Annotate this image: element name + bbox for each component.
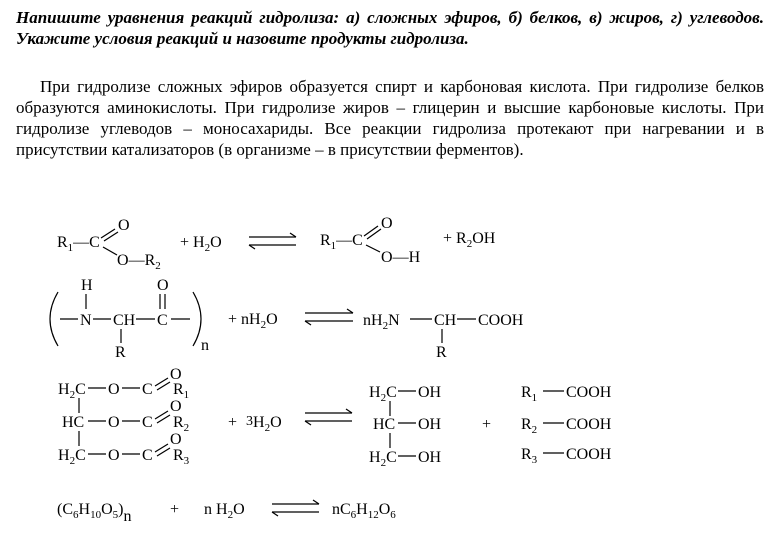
ester-alcohol-product: + $R_2OH$ [443, 230, 496, 250]
ester-ether-group: $O—R_2$ [117, 252, 161, 272]
polymer-open-bracket [50, 292, 58, 346]
ester-hydrolysis [57, 215, 496, 272]
peptide-side-chain: R [115, 344, 126, 361]
fatty-acid-r2: $R_2$ [173, 414, 190, 434]
triglyceride-top-ch2: $H_2C$ [58, 381, 86, 401]
fat-water: + $3H_2O$ [228, 414, 282, 434]
fatty-acid-r3: $R_3$ [173, 447, 190, 467]
fatty-acid-3: $R_3$ [521, 446, 538, 466]
protein-equilibrium-arrow [305, 309, 353, 325]
ester-carbonyl-oxygen: O [170, 398, 182, 415]
acid-bond [366, 245, 380, 252]
fat-products-plus: + [482, 416, 492, 433]
ester-carbonyl-oxygen: O [170, 431, 182, 448]
task-question: Напишите уравнения реакций гидролиза: а) сложных эфиров, б) белков, в) жиров, г) углеводов. Укажите условия реакций и назовите продукты гидролиза. [16, 8, 764, 48]
ester-carbonyl-carbon: C [142, 414, 153, 431]
fatty-acid-1: $R_1$ [521, 384, 538, 404]
answer-paragraph: При гидролизе сложных эфиров образуется спирт и карбоновая кислота. При гидролизе белков образуются аминокислоты. При гидролизе жиров – глицерин и высшие карбоновые кислоты. При гидролизе углеводов – моносахариды. Все реакции гидролиза протекают при нагревании и в присутствии катализаторов (в организме – в присутствии ферментов). [16, 77, 764, 159]
ester-water: + $H_2O$ [180, 234, 222, 254]
glycerol-bottom-ch2: $H_2C$ [369, 449, 397, 469]
peptide-ch: CH [113, 312, 136, 329]
glycerol-hydroxyl: OH [418, 416, 442, 433]
acid-hydroxyl: O—H [381, 249, 421, 266]
peptide-nitrogen: N [80, 312, 92, 329]
ester-carbonyl-carbon: C [142, 447, 153, 464]
protein-water: + $nH_2O$ [228, 311, 278, 331]
amino-acid-carboxyl: COOH [478, 312, 524, 329]
ester-link-oxygen: O [108, 447, 120, 464]
amino-acid-ch: CH [434, 312, 457, 329]
ester-link-oxygen: O [108, 381, 120, 398]
carbohydrate-hydrolysis [57, 500, 396, 525]
glycerol-hydroxyl: OH [418, 384, 442, 401]
glycerol-top-ch2: $H_2C$ [369, 384, 397, 404]
fatty-acid-carboxyl: COOH [566, 446, 612, 463]
amino-acid-side-chain: R [436, 344, 447, 361]
monosaccharide-product: $nC_6H_{12}O_6$ [332, 501, 396, 521]
acid-bond [367, 229, 381, 239]
triglyceride-middle-ch: HC [62, 414, 85, 431]
ester-carbonyl-oxygen: O [118, 217, 130, 234]
glycerol-middle-ch: HC [373, 416, 396, 433]
ester-equilibrium-arrow [249, 233, 296, 249]
fatty-acid-carboxyl: COOH [566, 384, 612, 401]
fatty-acid-carboxyl: COOH [566, 416, 612, 433]
ester-bond [101, 229, 115, 238]
ester-bond [103, 247, 117, 255]
ester-bond [104, 232, 118, 241]
carb-water: n $H_2O$ [204, 501, 245, 521]
triglyceride-bottom-ch2: $H_2C$ [58, 447, 86, 467]
fatty-acid-r1: $R_1$ [173, 381, 190, 401]
peptide-carbonyl-carbon: C [157, 312, 168, 329]
ester-link-oxygen: O [108, 414, 120, 431]
ester-acid-product: $R_1—C$ [320, 232, 363, 252]
ester-carbonyl-oxygen: O [170, 366, 182, 383]
protein-hydrolysis [50, 277, 524, 361]
fat-hydrolysis [58, 366, 612, 469]
peptide-carbonyl-oxygen: O [157, 277, 169, 294]
acid-carbonyl-oxygen: O [381, 215, 393, 232]
carb-equilibrium-arrow [272, 500, 319, 516]
ester-carbonyl-carbon: C [142, 381, 153, 398]
ester-reactant: $R_1—C$ [57, 234, 100, 254]
glycerol-hydroxyl: OH [418, 449, 442, 466]
polymer-close-bracket [193, 292, 201, 346]
peptide-nh-hydrogen: H [81, 277, 93, 294]
amino-acid-amine: $nH_2N$ [363, 312, 400, 332]
fatty-acid-2: $R_2$ [521, 416, 538, 436]
acid-bond [364, 226, 378, 236]
polymer-repeat-n: n [201, 337, 209, 354]
polysaccharide: $(C_6H_{10}O_5)n$ [57, 501, 132, 525]
fat-equilibrium-arrow [305, 409, 352, 425]
carb-plus: + [170, 501, 180, 518]
